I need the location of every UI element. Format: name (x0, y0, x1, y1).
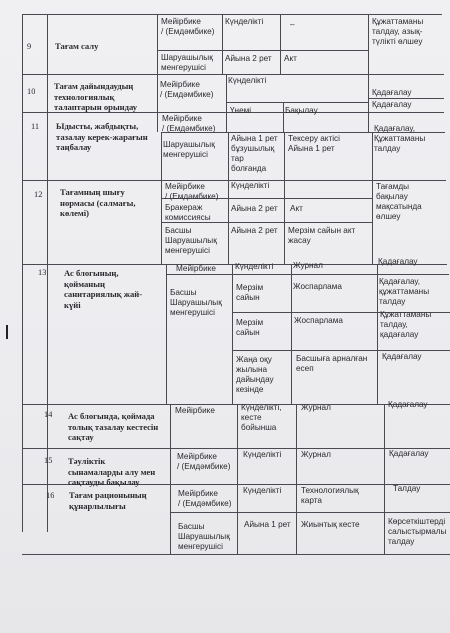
record-form: Технологиялық карта (301, 486, 359, 505)
frequency: Жаңа оқу жылына дайындау кезінде (236, 355, 274, 394)
frequency: Айына 1 рет (244, 520, 291, 529)
frequency: Айына 2 рет (231, 204, 278, 213)
record-form: Акт (290, 204, 303, 213)
record-form: Акт (284, 54, 297, 63)
frequency: Күнделікті (228, 76, 267, 85)
record-form: Журнал (301, 403, 331, 412)
frequency: Мерзім сайын (236, 318, 264, 337)
control-form: Қадағалау (389, 449, 429, 458)
responsible: Мейірбике (176, 264, 216, 273)
control-form: Тағамды бақылау мақсатында өлшеу (376, 182, 422, 221)
row-number: 16 (46, 491, 55, 500)
responsible: Бракераж комиссиясы (165, 203, 211, 222)
control-form: Құжаттаманы талдау, қадағалау (380, 310, 432, 339)
control-form: Қадағалау (388, 400, 428, 409)
task-name: Ас блогында, қоймада толық тазалау кестесін сақтау (68, 411, 159, 442)
frequency: Мерзім сайын (236, 283, 264, 302)
control-form: Талдау (393, 484, 421, 493)
responsible: Мейірбике / (Емдәмбике) (165, 182, 219, 201)
row-number: 10 (27, 87, 36, 96)
frequency: Күнделікті (231, 181, 270, 190)
responsible: Мейірбике / (Емдәмбике) (178, 489, 232, 508)
record-form: Жиынтық кесте (301, 520, 360, 529)
frequency: Күнделікті (235, 262, 274, 271)
task-name: Ас блогының, қойманың санитариялық жай- күйі (64, 268, 143, 310)
record-form: Бақылау (285, 106, 318, 115)
row-number: 14 (44, 410, 53, 419)
control-form: Қадағалау, Құжаттаманы талдау (374, 124, 426, 153)
control-form: Қадағалау, құжаттаманы талдау (379, 277, 430, 306)
frequency: Күнделікті, кесте бойынша (241, 403, 282, 432)
row-number: 9 (27, 42, 32, 51)
control-form: Құжаттаманы талдау, азық- түлікті өлшеу (372, 17, 424, 46)
frequency: Күнделікті (225, 17, 264, 26)
responsible: Мейірбике / (Емдәмбике) (162, 114, 216, 133)
record-form: Басшыға арналған есеп (296, 354, 368, 373)
record-form: Жоспарлама (294, 316, 343, 325)
margin-mark (6, 325, 8, 339)
responsible: Басшы Шаруашылық менгерушісі (170, 288, 222, 317)
frequency: Айына 2 рет (225, 54, 272, 63)
responsible: Басшы Шаруашылық менгерушісі (165, 226, 217, 255)
control-form: Көрсеткіштерді салыстырмалы талдау (388, 517, 447, 546)
row-number: 13 (38, 268, 47, 277)
record-form: Мерзім сайын акт жасау (288, 226, 356, 245)
control-form: Қадағалау (378, 257, 418, 266)
responsible: Мейірбике / (Емдәмбике) (177, 452, 231, 471)
frequency: Күнделікті (243, 486, 282, 495)
row-number: 12 (34, 190, 43, 199)
task-name: Ыдысты, жабдықты, тазалау керек-жарағын таңбалау (56, 121, 148, 152)
frequency: Күнделікті (243, 450, 282, 459)
record-form: Жоспарлама (293, 282, 342, 291)
frequency: Айына 2 рет (231, 226, 278, 235)
responsible: Шаруашылық менгерушісі (161, 53, 213, 72)
responsible: Мейірбике (175, 406, 215, 415)
task-name: Тәуліктік сынамаларды алу мен сақтауды бақылау (68, 456, 156, 487)
frequency: Үнемі (230, 106, 252, 115)
row-number: 15 (44, 456, 53, 465)
frequency: Айына 1 рет бұзушылық тар болғанда (231, 134, 278, 173)
record-form: Тексеру актісі Айына 1 рет (288, 134, 340, 153)
record-form: Журнал (293, 261, 323, 270)
control-form: Қадағалау (372, 100, 412, 109)
control-form: Қадағалау (372, 88, 412, 97)
record-form: Журнал (301, 450, 331, 459)
record-form: – (290, 20, 295, 29)
task-name: Тағам дайындаудың технологиялық талаптарын орындау (54, 81, 138, 112)
responsible: Басшы Шаруашылық менгерушісі (178, 522, 230, 551)
task-name: Тағам рационының құнарлылығы (69, 490, 147, 511)
responsible: Мейірбике / (Емдәмбике) (161, 17, 215, 36)
task-name: Тағамның шығу нормасы (салмағы, көлемі) (60, 187, 136, 218)
task-name: Тағам салу (55, 41, 99, 51)
responsible: Мейірбике / (Емдәмбике) (160, 80, 214, 99)
row-number: 11 (31, 122, 40, 131)
control-form: Қадағалау (382, 352, 422, 361)
responsible: Шаруашылық менгерушісі (163, 140, 215, 159)
